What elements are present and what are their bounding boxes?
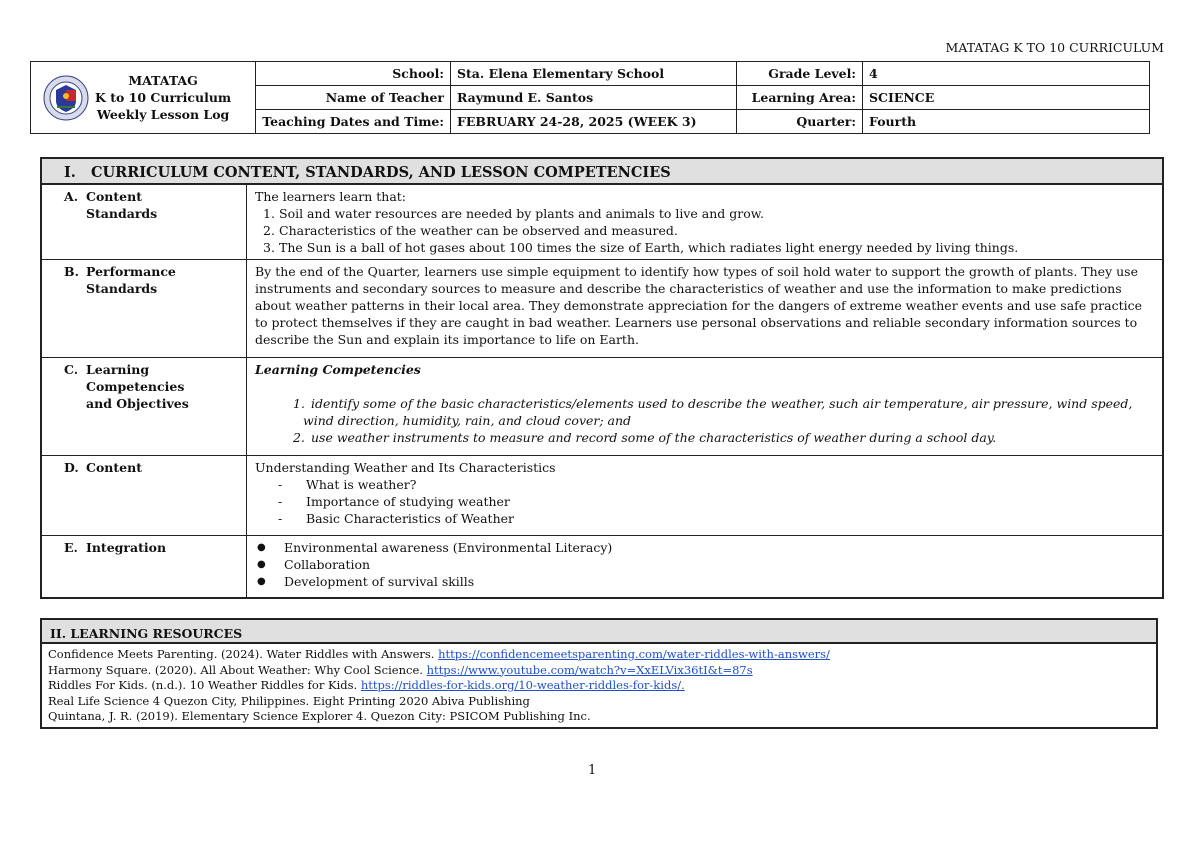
school-value: Sta. Elena Elementary School — [451, 62, 737, 86]
reference-text: Real Life Science 4 Quezon City, Philippines. Eight Printing 2020 Abiva Publishing — [48, 693, 530, 708]
content-label — [41, 456, 247, 536]
teacher-label: Name of Teacher — [256, 86, 451, 110]
area-value: SCIENCE — [863, 86, 1150, 110]
logo-line-1: MATATAG — [128, 73, 198, 88]
list-item: 2. Characteristics of the weather can be observed and measured. — [263, 223, 678, 238]
list-item: - Importance of studying weather — [278, 494, 510, 509]
row-letter: A. — [64, 189, 79, 204]
competencies-row — [41, 358, 1163, 456]
competency-text: identify some of the basic characteristics/elements used to describe the weather, such air temperature, air pressure, wind speed, wind direction, humidity, rain, and cloud cover; and — [303, 396, 1133, 428]
list-item: 3. The Sun is a ball of hot gases about 100 times the size of Earth, which radiates light energy needed by living things. — [263, 240, 1019, 255]
reference-link[interactable]: https://www.youtube.com/watch?v=XxELVix36tI&t=87s — [426, 662, 753, 677]
deped-seal-icon — [43, 75, 89, 121]
content-cell — [247, 456, 1164, 536]
integration-label — [41, 536, 247, 598]
quarter-value: Fourth — [863, 110, 1150, 134]
list-item — [257, 539, 1154, 556]
header-table — [30, 61, 1150, 134]
row-letter: D. — [64, 460, 79, 475]
reference-item — [48, 663, 1148, 679]
reference-link[interactable]: https://confidencemeetsparenting.com/water-riddles-with-answers/ — [438, 647, 830, 661]
label-line: Standards — [86, 281, 158, 296]
row-letter: C. — [64, 362, 79, 377]
list-item-text: Collaboration — [284, 557, 371, 572]
list-item-text: Basic Characteristics of Weather — [306, 511, 514, 526]
performance-standards-text: By the end of the Quarter, learners use simple equipment to identify how types of soil hold water to support the growth of plants. They use instruments and secondary sources to measure and describe the characteristics of weather and use the information to make predictions about weather patterns in their local area. They demonstrate appreciation for the dangers of extreme weather events and use safe practice to protect themselves if they are caught in bad weather. Learners use personal observations and reliable secondary information sources to describe the Sun and explain its importance to life on Earth. — [247, 260, 1164, 358]
reference-text: Confidence Meets Parenting. (2024). Water Riddles with Answers. — [48, 647, 439, 661]
content-heading: Understanding Weather and Its Characteristics — [255, 460, 556, 475]
competency-item: 1. identify some of the basic characteristics/elements used to describe the weather, such air temperature, air pressure, wind speed, wind direction, humidity, rain, and cloud cover; and — [293, 396, 1133, 428]
performance-standards-label — [41, 260, 247, 358]
list-item: - What is weather? — [278, 477, 417, 492]
bullet-icon: ● — [257, 542, 266, 553]
list-item-text: The Sun is a ball of hot gases about 100 times the size of Earth, which radiates light energy needed by living things. — [279, 240, 1019, 255]
list-item-text: Soil and water resources are needed by plants and animals to live and grow. — [279, 206, 764, 221]
page-number: 1 — [588, 763, 597, 778]
content-intro: The learners learn that: — [255, 189, 407, 204]
label-line: Standards — [86, 206, 158, 221]
label-line: Integration — [86, 540, 167, 555]
content-standards-label — [41, 184, 247, 260]
competencies-cell — [247, 358, 1164, 456]
grade-label: Grade Level: — [737, 62, 863, 86]
content-row — [41, 456, 1163, 536]
label-line: Performance — [86, 264, 176, 279]
label-line: and Objectives — [86, 396, 189, 411]
logo-line-2: K to 10 Curriculum — [95, 90, 232, 105]
competency-text: use weather instruments to measure and record some of the characteristics of weather during a school day. — [311, 430, 997, 445]
dates-value: FEBRUARY 24-28, 2025 (WEEK 3) — [451, 110, 737, 134]
document-header: MATATAG K TO 10 CURRICULUM — [945, 40, 1164, 55]
bullet-icon: ● — [257, 559, 266, 570]
reference-item — [48, 709, 1148, 725]
list-item — [257, 556, 1154, 573]
section-1-title: I. CURRICULUM CONTENT, STANDARDS, AND LESSON COMPETENCIES — [41, 158, 1163, 184]
label-line: Competencies — [86, 379, 185, 394]
logo-line-3: Weekly Lesson Log — [96, 107, 230, 122]
list-item-text: What is weather? — [306, 477, 417, 492]
list-item-text: Development of survival skills — [284, 574, 475, 589]
label-line: Learning — [86, 362, 150, 377]
reference-item — [48, 678, 1148, 694]
list-item — [257, 573, 1154, 590]
label-line: Content — [86, 189, 142, 204]
school-label: School: — [256, 62, 451, 86]
section-2-title: II. LEARNING RESOURCES — [42, 620, 1156, 644]
competencies-label — [41, 358, 247, 456]
reference-list — [42, 644, 1156, 727]
competency-item: 2. use weather instruments to measure and record some of the characteristics of weather during a school day. — [293, 430, 997, 445]
content-standards-cell — [247, 184, 1164, 260]
integration-row — [41, 536, 1163, 598]
reference-link[interactable]: https://riddles-for-kids.org/10-weather-riddles-for-kids/. — [360, 678, 685, 692]
list-item-text: Environmental awareness (Environmental Literacy) — [284, 540, 613, 555]
reference-item — [48, 647, 1148, 663]
logo-cell — [31, 62, 256, 134]
reference-item — [48, 694, 1148, 710]
quarter-label: Quarter: — [737, 110, 863, 134]
list-item-text: Importance of studying weather — [306, 494, 510, 509]
reference-text: Riddles For Kids. (n.d.). 10 Weather Riddles for Kids. — [48, 678, 361, 692]
row-letter: B. — [64, 264, 79, 279]
area-label: Learning Area: — [737, 86, 863, 110]
teacher-value: Raymund E. Santos — [451, 86, 737, 110]
list-item: - Basic Characteristics of Weather — [278, 511, 514, 526]
integration-cell — [247, 536, 1164, 598]
reference-text: Harmony Square. (2020). All About Weather: Why Cool Science. — [48, 662, 427, 677]
dates-label: Teaching Dates and Time: — [256, 110, 451, 134]
list-item-text: Characteristics of the weather can be observed and measured. — [279, 223, 678, 238]
label-line: Content — [86, 460, 142, 475]
curriculum-section — [40, 157, 1164, 599]
bullet-icon: ● — [257, 576, 266, 587]
performance-standards-row — [41, 260, 1163, 358]
grade-value: 4 — [863, 62, 1150, 86]
list-item: 1. Soil and water resources are needed by plants and animals to live and grow. — [263, 206, 764, 221]
row-letter: E. — [64, 540, 78, 555]
reference-text: Quintana, J. R. (2019). Elementary Science Explorer 4. Quezon City: PSICOM Publishing Inc. — [48, 709, 591, 723]
content-standards-row — [41, 184, 1163, 260]
competencies-heading: Learning Competencies — [255, 362, 421, 377]
learning-resources-section — [40, 618, 1158, 729]
